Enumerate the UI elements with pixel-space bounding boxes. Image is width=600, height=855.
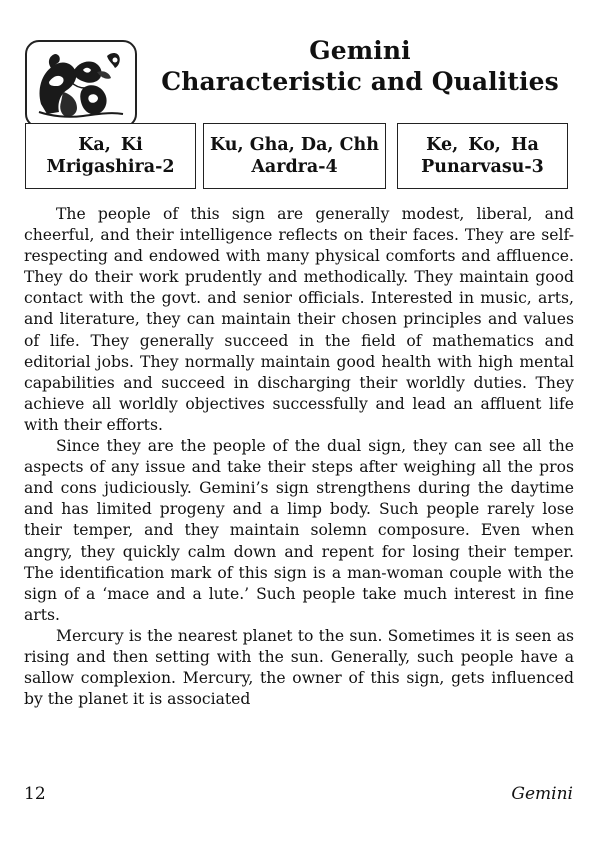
running-title: Gemini xyxy=(511,784,573,804)
nakshatra-name: Mrigashira-2 xyxy=(46,157,175,177)
nakshatra-syllables: Ka, Ki xyxy=(78,135,143,155)
paragraph-mercury: Mercury is the nearest planet to the sun. Sometimes it is seen as rising and then setting with the sun. Generally, such people have a sallow complexion. Mercury, the owner of this sign, gets influenced by the planet it is associated xyxy=(24,626,574,709)
gemini-twins-emblem-icon xyxy=(27,42,135,126)
gemini-emblem xyxy=(25,40,137,128)
nakshatra-syllables: Ku, Gha, Da, Chh xyxy=(209,135,379,155)
body-text xyxy=(24,204,574,710)
nakshatra-box-aardra xyxy=(203,123,386,189)
nakshatra-syllables: Ke, Ko, Ha xyxy=(426,135,539,155)
page-title xyxy=(135,35,585,97)
title-line-sign: Gemini xyxy=(309,36,411,65)
nakshatra-box-mrigashira xyxy=(25,123,196,189)
paragraph-intro: The people of this sign are generally modest, liberal, and cheerful, and their intelligence reflects on their faces. They are self-respecting and endowed with many physical comforts and affluence. They do their work prudently and methodically. They maintain good contact with the govt. and senior officials. Interested in music, arts, and literature, they can maintain their chosen principles and values of life. They generally succeed in the field of mathematics and editorial jobs. They normally maintain good health with high mental capabilities and succeed in discharging their worldly duties. They achieve all worldly objectives successfully and lead an affluent life with their efforts. xyxy=(24,205,574,434)
page-number: 12 xyxy=(24,784,46,804)
nakshatra-name: Punarvasu-3 xyxy=(421,157,544,177)
nakshatra-name: Aardra-4 xyxy=(251,157,338,177)
nakshatra-box-punarvasu xyxy=(397,123,568,189)
paragraph-dual-sign: Since they are the people of the dual sign, they can see all the aspects of any issue and take their steps after weighing all the pros and cons judiciously. Gemini’s sign strengthens during the daytime and has limited progeny and a limp body. Such people rarely lose their temper, and they maintain solemn composure. Even when angry, they quickly calm down and repent for losing their temper. The identification mark of this sign is a man-woman couple with the sign of a ‘mace and a lute.’ Such people take much interest in fine arts. xyxy=(24,437,574,624)
title-line-subtitle: Characteristic and Qualities xyxy=(161,67,559,96)
